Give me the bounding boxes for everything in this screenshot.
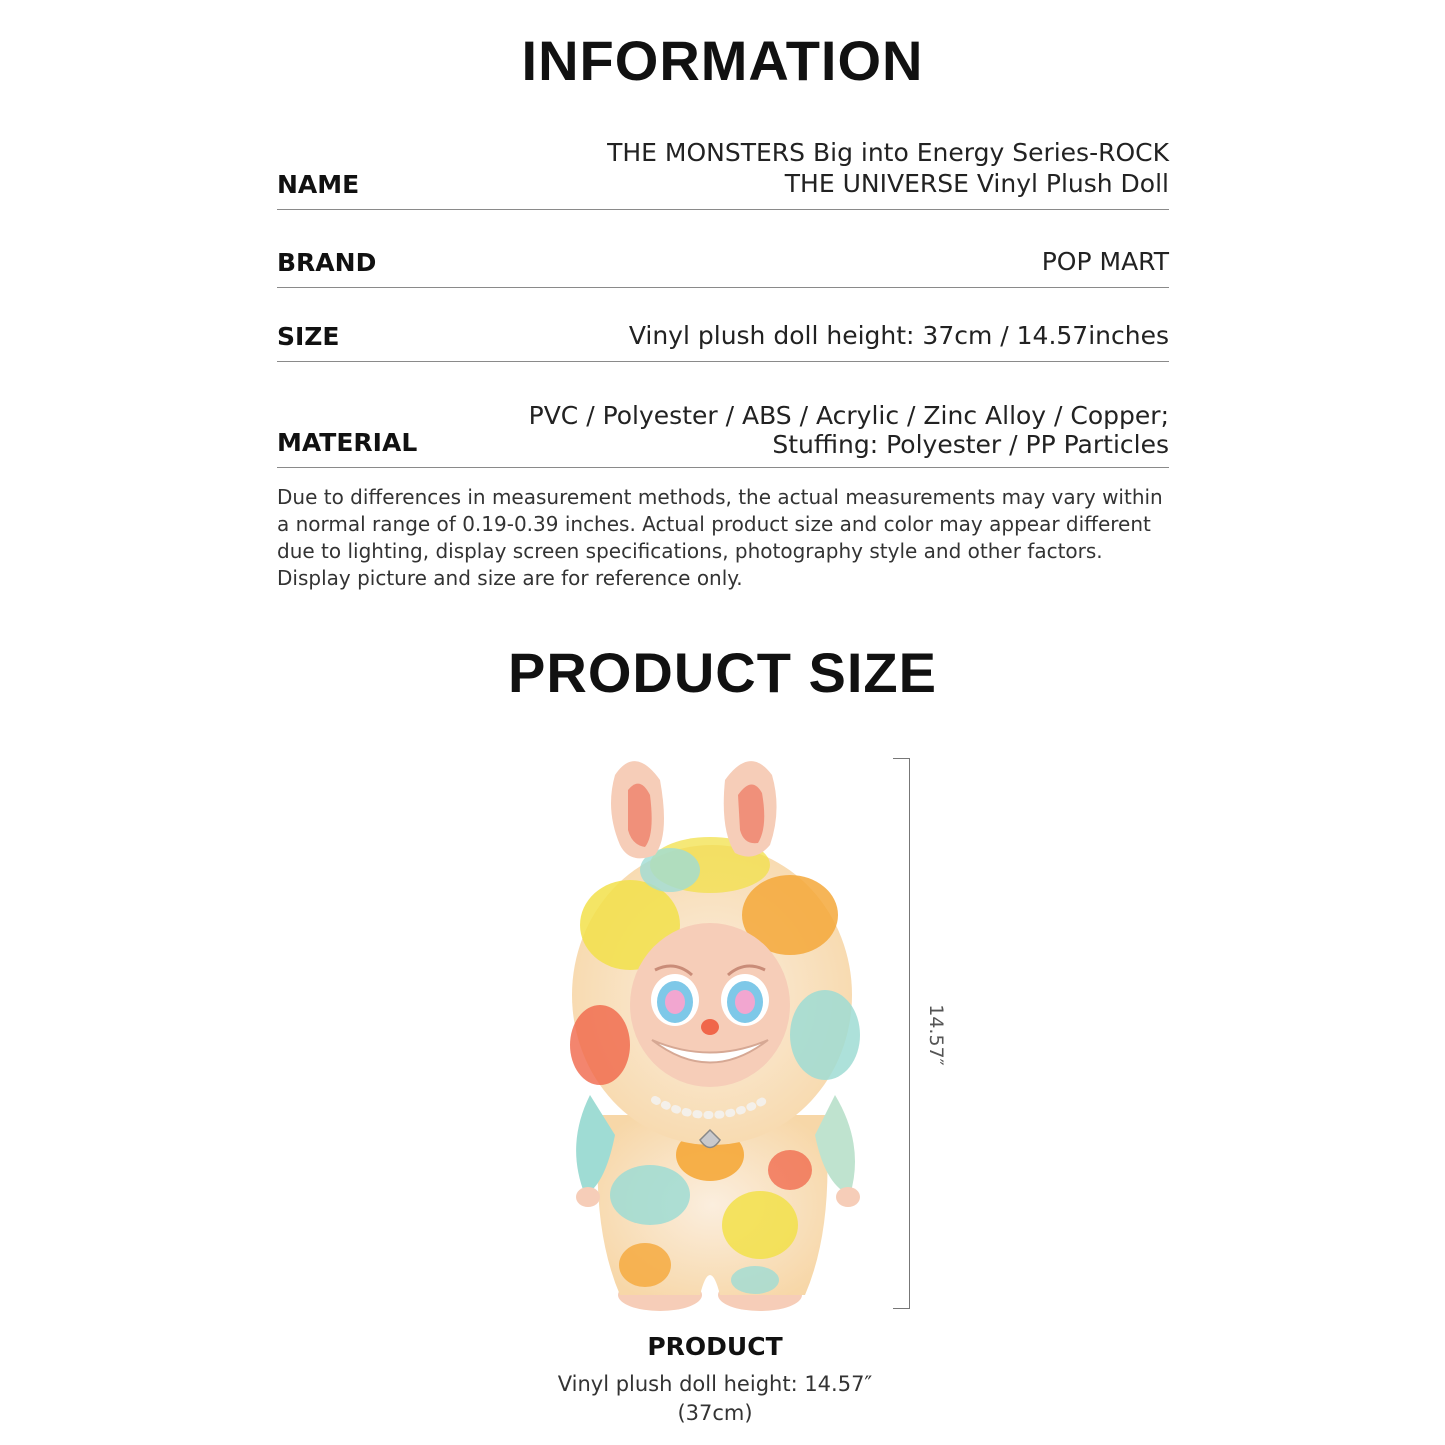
info-value-material-line-2: Stuffing: Polyester / PP Particles [772, 430, 1169, 459]
info-row-size [277, 287, 1169, 362]
height-ruler-label: 14.57″ [925, 1004, 947, 1066]
info-row-brand [277, 209, 1169, 288]
info-row-material [277, 361, 1169, 468]
doll-nose [701, 1019, 719, 1035]
disclaimer-text: Due to differences in measurement methods, the actual measurements may vary within a normal range of 0.19-0.39 inches. Actual product size and color may appear different due to lighting, display screen specifications, photography style and other factors. Display picture and size are for reference only. [277, 485, 1163, 590]
product-size-title: PRODUCT SIZE [508, 641, 937, 704]
info-value-size-line-1: Vinyl plush doll height: 37cm / 14.57inches [628, 321, 1169, 350]
product-caption-height: Vinyl plush doll height: 14.57″ [557, 1372, 873, 1396]
info-label-material: MATERIAL [277, 428, 418, 457]
info-value-name [607, 137, 1169, 199]
info-value-brand [1042, 246, 1169, 277]
info-value-size [629, 320, 1169, 351]
info-label-brand: BRAND [277, 248, 377, 277]
info-label-size: SIZE [277, 322, 340, 351]
info-value-name-line-2: THE UNIVERSE Vinyl Plush Doll [784, 169, 1169, 198]
plush-doll-image [560, 755, 870, 1315]
product-caption-title: PRODUCT [647, 1332, 783, 1361]
information-title: INFORMATION [521, 29, 924, 92]
info-value-material [529, 401, 1169, 459]
info-value-brand-line-1: POP MART [1041, 247, 1169, 276]
product-caption-metric: (37cm) [677, 1401, 753, 1425]
info-label-name: NAME [277, 170, 360, 199]
height-ruler [893, 758, 910, 1309]
info-value-material-line-1: PVC / Polyester / ABS / Acrylic / Zinc Alloy / Copper; [528, 401, 1169, 430]
info-row-name [277, 130, 1169, 210]
info-value-name-line-1: THE MONSTERS Big into Energy Series-ROCK [607, 138, 1169, 167]
